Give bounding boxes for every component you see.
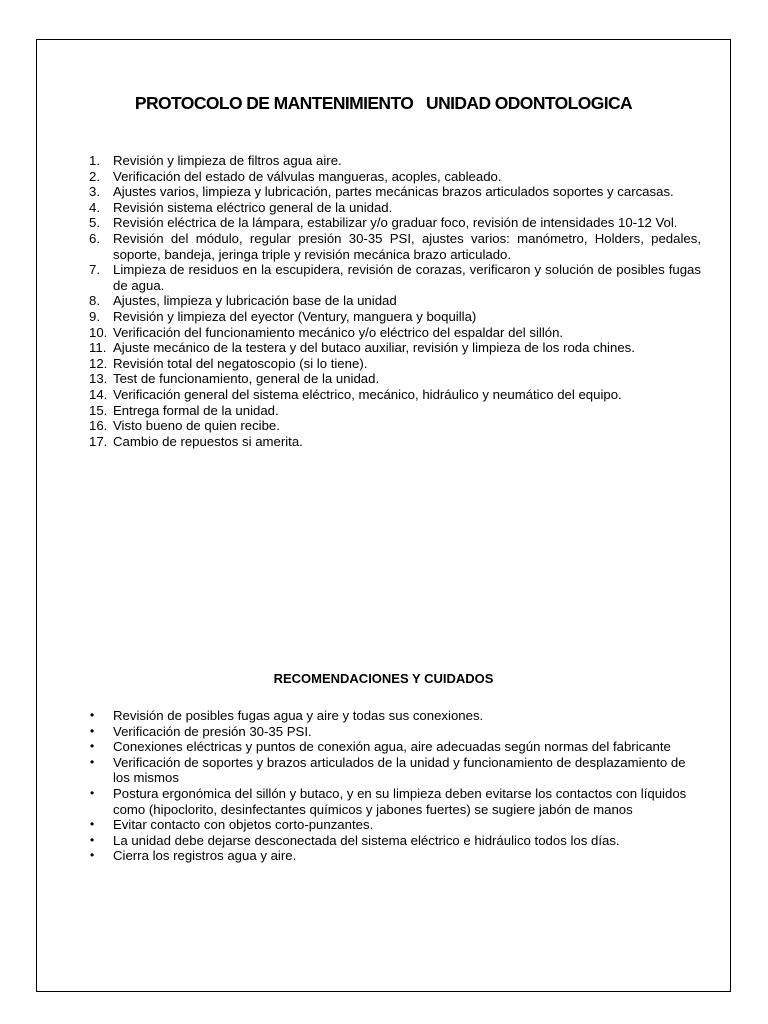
step-number: 10. (89, 324, 108, 340)
step-text: Ajustes varios, limpieza y lubricación, partes mecánicas brazos articulados soportes y carcasas. (113, 184, 674, 200)
list-item (89, 724, 699, 740)
list-item (89, 325, 701, 341)
step-number: 2. (89, 168, 100, 184)
step-number: 4. (89, 199, 100, 215)
bullet-icon: • (90, 817, 95, 832)
list-item (89, 434, 701, 450)
step-number: 13. (89, 371, 108, 387)
step-text: Revisión sistema eléctrico general de la unidad. (113, 199, 393, 215)
step-number: 9. (89, 308, 100, 324)
step-text: Visto bueno de quien recibe. (113, 418, 280, 434)
step-number: 11. (89, 340, 107, 356)
list-item (89, 848, 699, 864)
recommendation-text: Revisión de posibles fugas agua y aire y todas sus conexiones. (113, 708, 484, 723)
step-number: 14. (89, 386, 108, 402)
step-number: 8. (89, 293, 100, 309)
step-text: Revisión y limpieza del eyector (Ventury, manguera y boquilla) (113, 308, 477, 324)
recommendations-list (89, 708, 699, 864)
bullet-icon: • (90, 739, 95, 754)
step-text: Revisión eléctrica de la lámpara, estabilizar y/o graduar foco, revisión de intensidades 10-12 Vol. (113, 215, 678, 231)
list-item (89, 200, 701, 216)
list-item (89, 356, 701, 372)
list-item (89, 293, 701, 309)
list-item (89, 817, 699, 833)
recommendation-text: La unidad debe dejarse desconectada del sistema eléctrico e hidráulico todos los días. (113, 832, 620, 848)
list-item (89, 739, 699, 755)
step-text: Ajuste mecánico de la testera y del butaco auxiliar, revisión y limpieza de los roda chines. (113, 340, 635, 356)
bullet-icon: • (90, 785, 95, 800)
list-item (89, 708, 699, 724)
step-number: 15. (89, 402, 108, 418)
step-number: 6. (89, 230, 100, 246)
step-text: Test de funcionamiento, general de la unidad. (113, 371, 380, 387)
step-text: Verificación del funcionamiento mecánico y/o eléctrico del espaldar del sillón. (113, 324, 564, 340)
document-page (36, 39, 731, 992)
document-title: PROTOCOLO DE MANTENIMIENTO UNIDAD ODONTOLOGICA (134, 93, 633, 113)
recommendation-text: Evitar contacto con objetos corto-punzantes. (113, 817, 374, 833)
step-number: 17. (89, 433, 108, 449)
step-text: Entrega formal de la unidad. (113, 402, 279, 418)
step-text: Revisión total del negatoscopio (si lo tiene). (113, 355, 368, 371)
recommendation-text: Postura ergonómica del sillón y butaco, y en su limpieza deben evitarse los contactos con líquidos como (hipoclorito, desinfectantes químicos y jabones fuertes) se sugiere jabón de manos (113, 785, 687, 817)
list-item (89, 169, 701, 185)
recommendation-text: Verificación de presión 30-35 PSI. (113, 723, 312, 739)
list-item (89, 309, 701, 325)
list-item (89, 418, 701, 434)
list-item (89, 403, 701, 419)
list-item (89, 371, 701, 387)
list-item (89, 786, 699, 817)
step-text: Ajustes, limpieza y lubricación base de la unidad (113, 293, 397, 309)
step-number: 7. (89, 262, 100, 278)
bullet-icon: • (90, 723, 95, 738)
bullet-icon: • (90, 708, 95, 722)
bullet-icon: • (90, 848, 95, 863)
list-item (89, 340, 701, 356)
bullet-icon: • (90, 754, 95, 769)
list-item (89, 153, 701, 169)
maintenance-steps-list (89, 153, 701, 449)
list-item (89, 833, 699, 849)
recommendation-text: Cierra los registros agua y aire. (113, 848, 297, 864)
step-text: Verificación general del sistema eléctrico, mecánico, hidráulico y neumático del equipo. (113, 386, 622, 402)
list-item (89, 262, 701, 293)
step-text: Verificación del estado de válvulas mangueras, acoples, cableado. (113, 168, 502, 184)
bullet-icon: • (90, 832, 95, 847)
list-item (89, 387, 701, 403)
recommendations-title: RECOMENDACIONES Y CUIDADOS (273, 671, 494, 686)
step-text: Revisión y limpieza de filtros agua aire. (113, 153, 342, 168)
recommendation-text: Conexiones eléctricas y puntos de conexión agua, aire adecuadas según normas del fabricante (113, 739, 671, 755)
list-item (89, 215, 701, 231)
recommendation-text: Verificación de soportes y brazos articulados de la unidad y funcionamiento de desplazamiento de los mismos (113, 754, 686, 786)
step-text: Revisión del módulo, regular presión 30-35 PSI, ajustes varios: manómetro, Holders, pedales, soporte, bandeja, jeringa triple y revisión mecánica brazo articulado. (113, 230, 701, 262)
list-item (89, 755, 699, 786)
step-number: 12. (89, 355, 108, 371)
step-number: 16. (89, 418, 108, 434)
step-number: 1. (89, 153, 100, 168)
step-number: 5. (89, 215, 100, 231)
step-text: Limpieza de residuos en la escupidera, revisión de corazas, verificaron y solución de posibles fugas de agua. (113, 262, 701, 293)
list-item (89, 231, 701, 262)
step-number: 3. (89, 184, 100, 200)
step-text: Cambio de repuestos si amerita. (113, 433, 303, 449)
list-item (89, 184, 701, 200)
